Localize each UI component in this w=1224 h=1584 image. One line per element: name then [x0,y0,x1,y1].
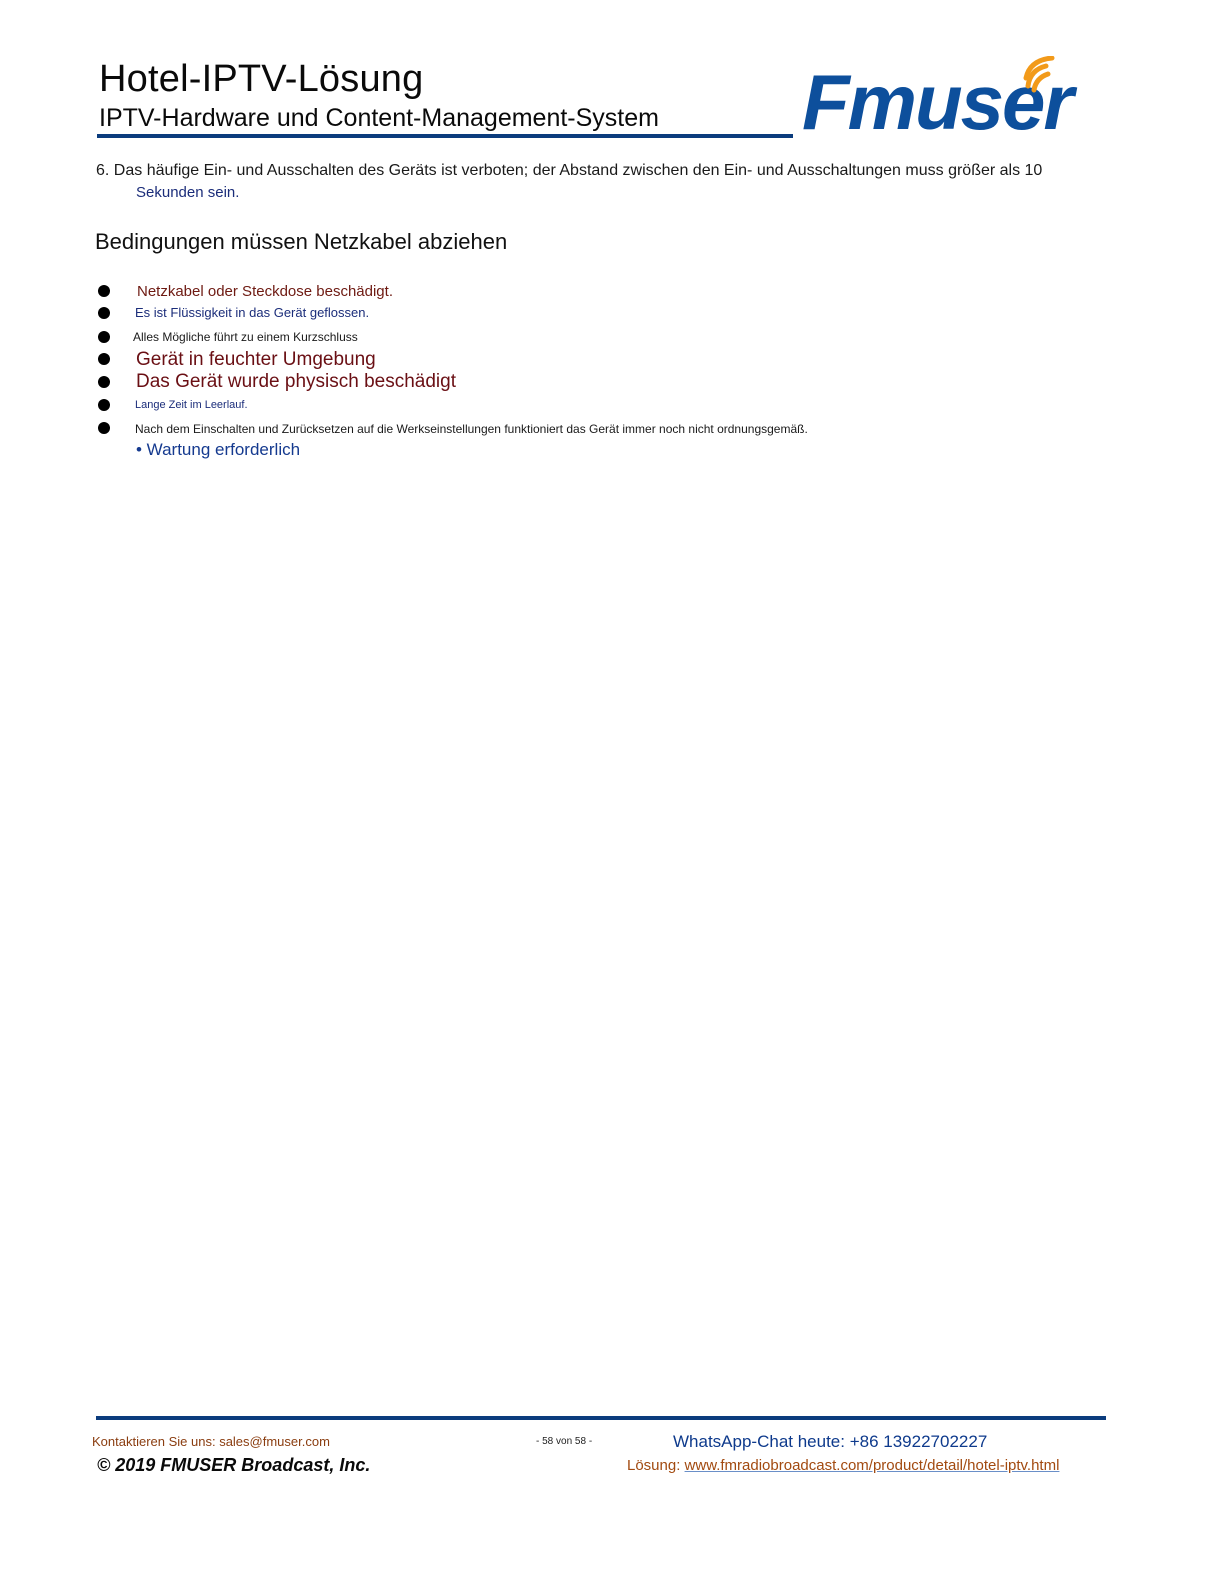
header-divider [97,134,793,138]
maintenance-note: • Wartung erforderlich [136,440,301,459]
broadcast-waves-icon [1020,56,1080,96]
list-item: Das Gerät wurde physisch beschädigt [136,371,456,392]
bullet-marker [98,376,110,388]
solution-link[interactable]: www.fmradiobroadcast.com/product/detail/hotel-iptv.html [684,1457,1060,1474]
section-heading: Bedingungen müssen Netzkabel abziehen [95,229,508,254]
list-item: Netzkabel oder Steckdose beschädigt. [137,283,393,300]
list-item: Nach dem Einschalten und Zurücksetzen auf die Werkseinstellungen funktioniert das Gerät immer noch nicht ordnungsgemäß. [135,422,808,436]
document-subtitle: IPTV-Hardware und Content-Management-System [99,104,659,132]
logo-wordmark: Fmuser [802,58,1072,146]
fmuser-logo [798,56,1104,148]
footer-solution [627,1457,1059,1474]
list-item: Es ist Flüssigkeit in das Gerät geflossen. [135,305,370,320]
list-item: Gerät in feuchter Umgebung [136,349,376,370]
document-title: Hotel-IPTV-Lösung [99,58,424,100]
bullet-marker [98,331,110,343]
footer-divider [96,1416,1106,1420]
bullet-marker [98,422,110,434]
bullet-marker [98,353,110,365]
solution-label: Lösung: [627,1457,685,1474]
footer-contact: Kontaktieren Sie uns: sales@fmuser.com [92,1434,330,1449]
list-item: Lange Zeit im Leerlauf. [135,399,248,411]
bullet-marker [98,285,110,297]
footer-copyright: © 2019 FMUSER Broadcast, Inc. [97,1455,371,1475]
footer-whatsapp: WhatsApp-Chat heute: +86 13922702227 [673,1432,988,1451]
step-6-text: 6. Das häufige Ein- und Ausschalten des Geräts ist verboten; der Abstand zwischen den Ein- und Ausschaltungen muss größer als 10 [96,162,1043,179]
bullet-marker [98,307,110,319]
list-item: Alles Mögliche führt zu einem Kurzschluss [133,330,358,344]
step-6-continuation: Sekunden sein. [136,184,240,201]
page-number: - 58 von 58 - [536,1436,593,1447]
bullet-marker [98,399,110,411]
